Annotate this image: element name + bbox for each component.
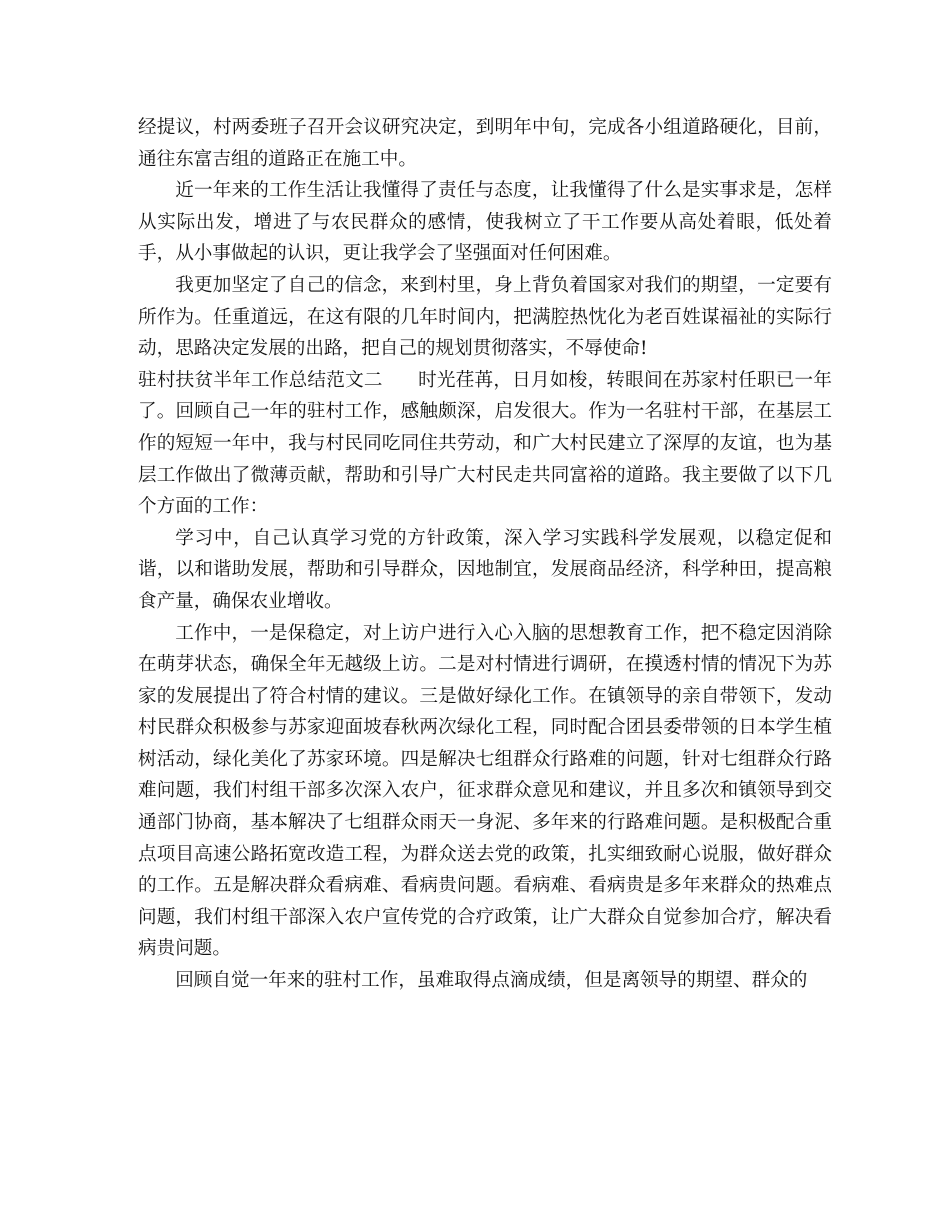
paragraph-5: 学习中，自己认真学习党的方针政策，深入学习实践科学发展观，以稳定促和谐，以和谐助发展，帮助和引导群众，因地制宜，发展商品经济，科学种田，提高粮食产量，确保农业增收。	[138, 527, 832, 612]
document-page	[138, 112, 832, 997]
paragraph-6: 工作中，一是保稳定，对上访户进行入心入脑的思想教育工作，把不稳定因消除在萌芽状态，确保全年无越级上访。二是对村情进行调研，在摸透村情的情况下为苏家的发展提出了符合村情的建议。三是做好绿化工作。在镇领导的亲自带领下，发动村民群众积极参与苏家迎面坡春秋两次绿化工程，同时配合团县委带领的日本学生植树活动，绿化美化了苏家环境。四是解决七组群众行路难的问题，针对七组群众行路难问题，我们村组干部多次深入农户，征求群众意见和建议，并且多次和镇领导到交通部门协商，基本解决了七组群众雨天一身泥、多年来的行路难问题。是积极配合重点项目高速公路拓宽改造工程，为群众送去党的政策，扎实细致耐心说服，做好群众的工作。五是解决群众看病难、看病贵问题。看病难、看病贵是多年来群众的热难点问题，我们村组干部深入农户宣传党的合疗政策，让广大群众自觉参加合疗，解决看病贵问题。	[138, 622, 832, 960]
paragraph-4	[138, 365, 832, 523]
paragraph-4-body: 时光荏苒，日月如梭，转眼间在苏家村任职已一年了。回顾自己一年的驻村工作，感触颇深，启发很大。作为一名驻村干部，在基层工作的短短一年中，我与村民同吃同住共劳动，和广大村民建立了深厚的友谊，也为基层工作做出了微薄贡献，帮助和引导广大村民走共同富裕的道路。我主要做了以下几个方面的工作：	[138, 369, 832, 518]
paragraph-7: 回顾自觉一年来的驻村工作，虽难取得点滴成绩，但是离领导的期望、群众的	[175, 970, 808, 992]
section-heading: 驻村扶贫半年工作总结范文二	[138, 369, 383, 391]
paragraph-2: 近一年来的工作生活让我懂得了责任与态度，让我懂得了什么是实事求是，怎样从实际出发，增进了与农民群众的感情，使我树立了干工作要从高处着眼，低处着手，从小事做起的认识，更让我学会了坚强面对任何困难。	[138, 180, 832, 265]
paragraph-3: 我更加坚定了自己的信念，来到村里，身上背负着国家对我们的期望，一定要有所作为。任重道远，在这有限的几年时间内，把满腔热忱化为老百姓谋福祉的实际行动，思路决定发展的出路，把自己的规划贯彻落实，不辱使命!	[138, 274, 832, 360]
paragraph-1: 经提议，村两委班子召开会议研究决定，到明年中旬，完成各小组道路硬化，目前，通往东富吉组的道路正在施工中。	[138, 117, 832, 170]
